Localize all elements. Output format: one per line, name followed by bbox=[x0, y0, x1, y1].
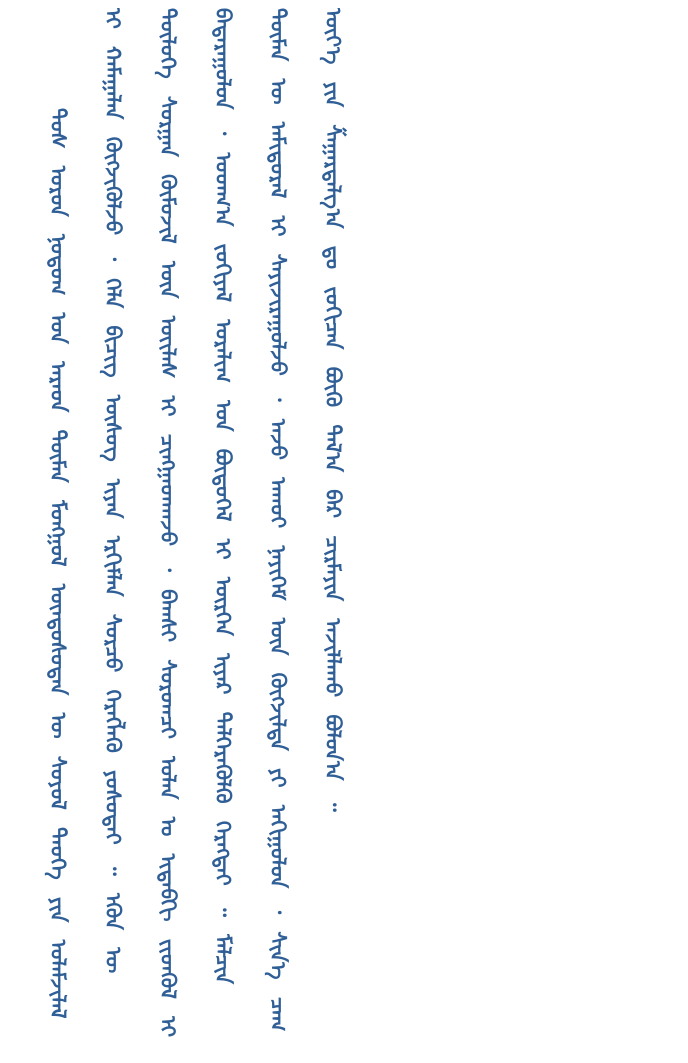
mongolian-script-paragraph: ᠲᠤᠰ ᠣᠷᠣᠨ ᠨᠤᠲᠤᠭ ᠤᠨ ᠠᠷᠠᠳ ᠲᠦᠮᠡᠨ ᠮᠣᠩᠭᠣᠯ ᠦᠨᠳᠦᠰᠦᠲᠡᠨ ᠦ ᠰᠤᠶᠤᠯ ᠲᠡᠦᠬᠡ ᠶᠢᠨ ᠤᠯᠠᠮᠵᠢᠯᠠᠯ ᠢ ᠬᠠᠮᠠᠭᠠᠯᠠᠨ ᠬᠥᠭᠵᠢᠭᠦᠯᠵᠦ ᠂ ᠬᠡᠯᠡ ᠪᠢᠴᠢᠭ ᠦᠰᠦᠭ ᠢᠶᠡᠨ ᠡᠷᠬᠢᠮᠯᠡᠨ ᠰᠤᠷᠴᠤ ᠬᠡᠷᠡᠭᠯᠡᠬᠦ ᠶᠣᠰᠣᠲᠠᠢ ᠃ ᠡᠭᠦᠨ ᠦ ᠲᠥᠯᠥᠭᠡ ᠰᠤᠷᠭᠠᠨ ᠬᠥᠮᠦᠵᠢᠯ ᠦᠨ ᠦᠢᠯᠡᠰ ᠢ ᠴᠢᠩᠭᠠᠳᠬᠠᠵᠤ ᠂ ᠪᠠᠭᠰᠢ ᠰᠤᠷᠤᠭᠴᠢ ᠣᠯᠠᠨ ᠤ ᠢᠳᠡᠪᠬᠢ ᠵᠢᠳᠬᠦᠯ ᠢ ᠪᠠᠳᠠᠷᠠᠭᠤᠯᠤᠨ ᠂ ᠤᠳᠬ᠎ᠠ ᠵᠣᠬᠢᠶᠠᠯ ᠤᠷᠠᠯᠢᠭ ᠤᠨ ᠪᠦᠲᠦᠭᠡᠯ ᠢ ᠥᠷᠭᠡᠨ ᠢᠶᠡᠷ ᠳᠡᠯᠭᠡᠷᠡᠭᠦᠯᠬᠦ ᠬᠡᠷᠡᠭᠲᠡᠢ ᠃ ᠮᠠᠯᠴᠢᠨ ᠲᠦᠮᠡᠨ ᠦ ᠠᠮᠢᠳᠤᠷᠠᠯ ᠢ ᠰᠠᠶᠢᠵᠢᠷᠠᠭᠤᠯᠵᠤ ᠂ ᠠᠵᠤ ᠠᠬᠤᠢ ᠨᠡᠶᠢᠭᠡᠮ ᠦᠨ ᠬᠥᠭᠵᠢᠯᠲᠡ ᠶᠢ ᠠᠬᠢᠭᠤᠯᠤᠨ ᠂ ᠰᠢᠨ᠎ᠡ ᠴᠠᠭ ᠦᠶ᠎ᠡ ᠶᠢᠨ ᠱᠠᠭᠠᠷᠳᠠᠯᠭ᠎ᠠ ᠳᠤ ᠵᠣᠬᠢᠴᠠᠨ ᠪᠦᠬᠦ ᠲᠠᠯ᠎ᠠ ᠪᠠᠷ ᠴᠢᠷᠮᠠᠶᠢᠨ ᠠᠵᠢᠯᠯᠠᠬᠤ ᠪᠣᠯᠤᠨ᠎ᠠ ᠃ bbox=[46, 8, 345, 1038]
